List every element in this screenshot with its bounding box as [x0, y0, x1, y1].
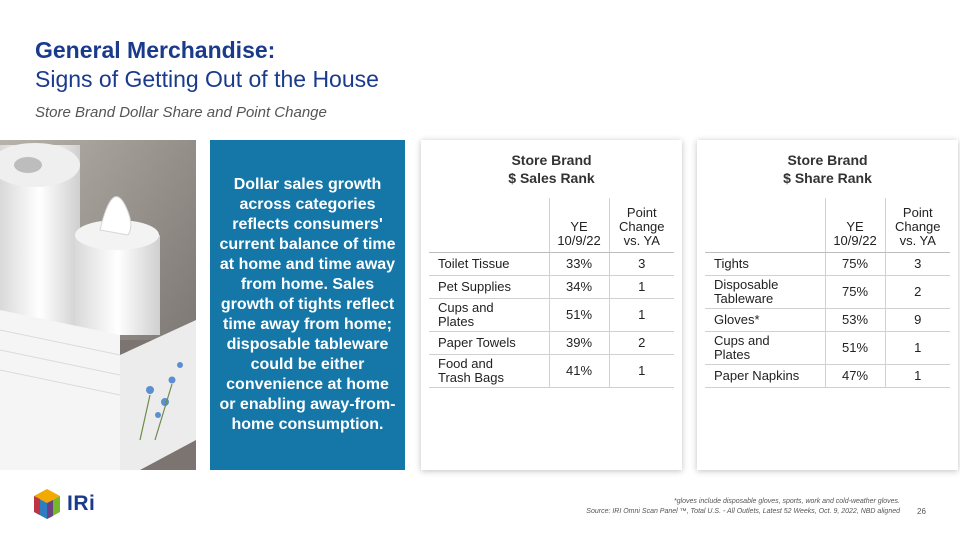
key-insight-callout [210, 140, 405, 470]
footnote: *gloves include disposable gloves, sports, work and cold-weather gloves. Source: IRI Omni Scan Panel ™, Total U.S. - All Outlets, Latest 52 Weeks, Oct. 9, 2022, NBD aligned [586, 498, 900, 515]
share-rank-title: Store Brand $ Share Rank [783, 152, 872, 186]
table-row: Disposable Tableware 75% 2 [705, 276, 950, 309]
iri-logo [33, 488, 95, 520]
slide-title: General Merchandise: [35, 37, 276, 63]
slide-subtitle: Store Brand Dollar Share and Point Change [35, 104, 327, 121]
table-row: Cups and Plates 51% 1 [705, 332, 950, 365]
table-row: Paper Towels 39% 2 [429, 332, 674, 355]
table-row: Gloves* 53% 9 [705, 309, 950, 332]
sales-rank-title: Store Brand $ Sales Rank [508, 152, 595, 186]
col-header-change: Point Change vs. YA [609, 198, 674, 253]
slide-title-line2: Signs of Getting Out of the House [35, 66, 379, 92]
col-header-change: Point Change vs. YA [885, 198, 950, 253]
iri-cube-icon [33, 488, 61, 520]
page-number: 26 [917, 507, 926, 516]
table-row: Tights 75% 3 [705, 253, 950, 276]
table-row: Pet Supplies 34% 1 [429, 276, 674, 299]
table-row: Paper Napkins 47% 1 [705, 365, 950, 388]
sales-rank-table [429, 198, 674, 388]
logo-text: IRi [67, 492, 96, 515]
table-row: Food and Trash Bags 41% 1 [429, 355, 674, 388]
share-rank-card [697, 140, 958, 470]
paper-products-photo [0, 140, 196, 470]
table-row: Cups and Plates 51% 1 [429, 299, 674, 332]
callout-text: Dollar sales growth across categories reflects consumers' current balance of time at home and time away from home. Sales growth of tights reflect time away from home; disposable tableware could be either convenience at home or enabling away-from-home consumption. [219, 176, 396, 433]
sales-rank-card [421, 140, 682, 470]
table-header-row [429, 198, 674, 253]
col-header-ye: YE 10/9/22 [825, 198, 885, 253]
share-rank-table [705, 198, 950, 388]
table-row: Toilet Tissue 33% 3 [429, 253, 674, 276]
table-header-row [705, 198, 950, 253]
col-header-ye: YE 10/9/22 [549, 198, 609, 253]
